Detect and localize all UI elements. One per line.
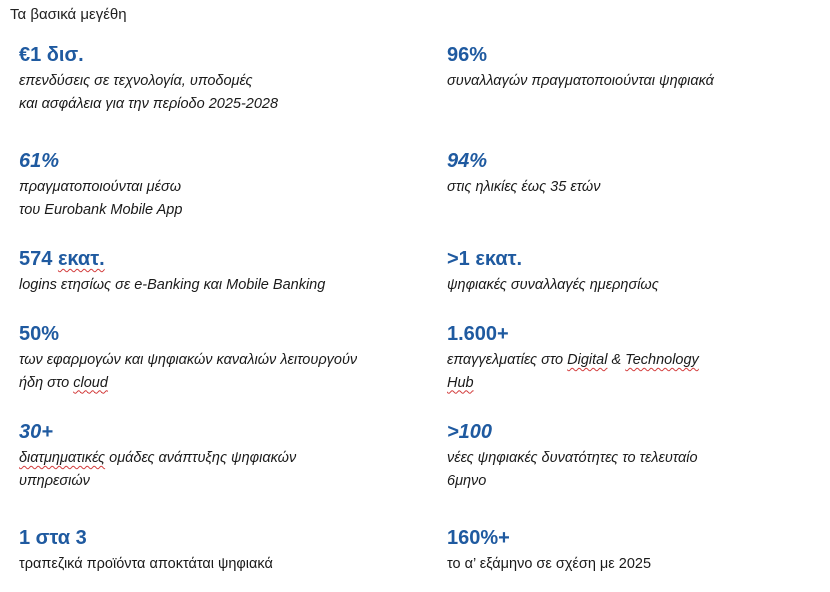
description-text: & [607, 352, 626, 368]
description-line [19, 447, 389, 470]
stat-value: 1.600+ [447, 323, 509, 345]
stat-value: 160%+ [447, 527, 510, 549]
description-text: ομάδες ανάπτυξης ψηφιακών [105, 450, 297, 466]
description-text: ήδη στο [19, 374, 74, 391]
stat-investment [19, 42, 389, 115]
stat-professionals [447, 321, 817, 394]
description-line: τραπεζικά προϊόντα αποκτάται ψηφιακά [19, 556, 273, 572]
stat-young-ages [447, 148, 817, 199]
stat-description [447, 447, 817, 492]
description-text: Hub [447, 374, 474, 391]
stat-description [19, 349, 389, 394]
stat-description [19, 553, 389, 576]
stat-description [19, 70, 389, 115]
description-line: ψηφιακές συναλλαγές ημερησίως [447, 277, 659, 293]
stat-value: 96% [447, 44, 488, 66]
stat-value [19, 246, 389, 272]
stat-description [19, 447, 389, 492]
stat-value: 1 στα 3 [19, 527, 87, 549]
description-line: υπηρεσιών [19, 472, 90, 489]
stat-semester-growth [447, 525, 817, 576]
description-line: logins ετησίως σε e-Banking και Mobile Banking [19, 277, 326, 293]
stat-mobile-app [19, 148, 389, 221]
description-text: cloud [73, 374, 108, 391]
description-line: 6μηνο [447, 472, 487, 489]
stat-description [447, 349, 817, 394]
description-text: Technology [625, 352, 699, 368]
stat-cloud [19, 321, 389, 394]
stat-value: €1 δισ. [19, 44, 84, 66]
stat-value: 30+ [19, 421, 53, 443]
stat-teams [19, 419, 389, 492]
stat-value: 61% [19, 150, 60, 172]
stat-description [447, 176, 817, 199]
stat-new-capabilities [447, 419, 817, 492]
description-line: των εφαρμογών και ψηφιακών καναλιών λειτουργούν [19, 352, 358, 368]
description-line [19, 372, 389, 395]
description-line: συναλλαγών πραγματοποιούνται ψηφιακά [447, 73, 714, 89]
description-line: και ασφάλεια για την περίοδο 2025-2028 [19, 95, 279, 112]
stat-description [447, 274, 817, 297]
stat-value-unit: εκατ. [57, 248, 105, 270]
description-line: το α’ εξάμηνο σε σχέση με 2025 [447, 556, 652, 572]
stat-value: >100 [447, 421, 493, 443]
stat-description [19, 176, 389, 221]
stat-description [447, 553, 817, 576]
description-line [447, 349, 817, 372]
description-line [447, 372, 817, 395]
description-line: πραγματοποιούνται μέσω [19, 179, 181, 195]
stat-products [19, 525, 389, 576]
stat-value: >1 εκατ. [447, 248, 523, 270]
description-text: επαγγελματίες στο [447, 352, 568, 368]
stat-value-number: 574 [19, 248, 58, 270]
stat-description [447, 70, 817, 93]
stat-description [19, 274, 389, 297]
stat-value: 94% [447, 150, 488, 172]
stat-digital-transactions [447, 42, 817, 93]
stat-value: 50% [19, 323, 60, 345]
description-line: στις ηλικίες έως 35 ετών [447, 179, 601, 195]
stat-logins [19, 246, 389, 297]
description-line: επενδύσεις σε τεχνολογία, υποδομές [19, 73, 253, 89]
description-text: Digital [567, 352, 608, 368]
stat-daily-transactions [447, 246, 817, 297]
description-text: διατμηματικές [19, 450, 106, 466]
page-title: Τα βασικά μεγέθη [10, 6, 127, 23]
description-line: του Eurobank Mobile App [19, 201, 183, 218]
description-line: νέες ψηφιακές δυνατότητες το τελευταίο [447, 450, 698, 466]
